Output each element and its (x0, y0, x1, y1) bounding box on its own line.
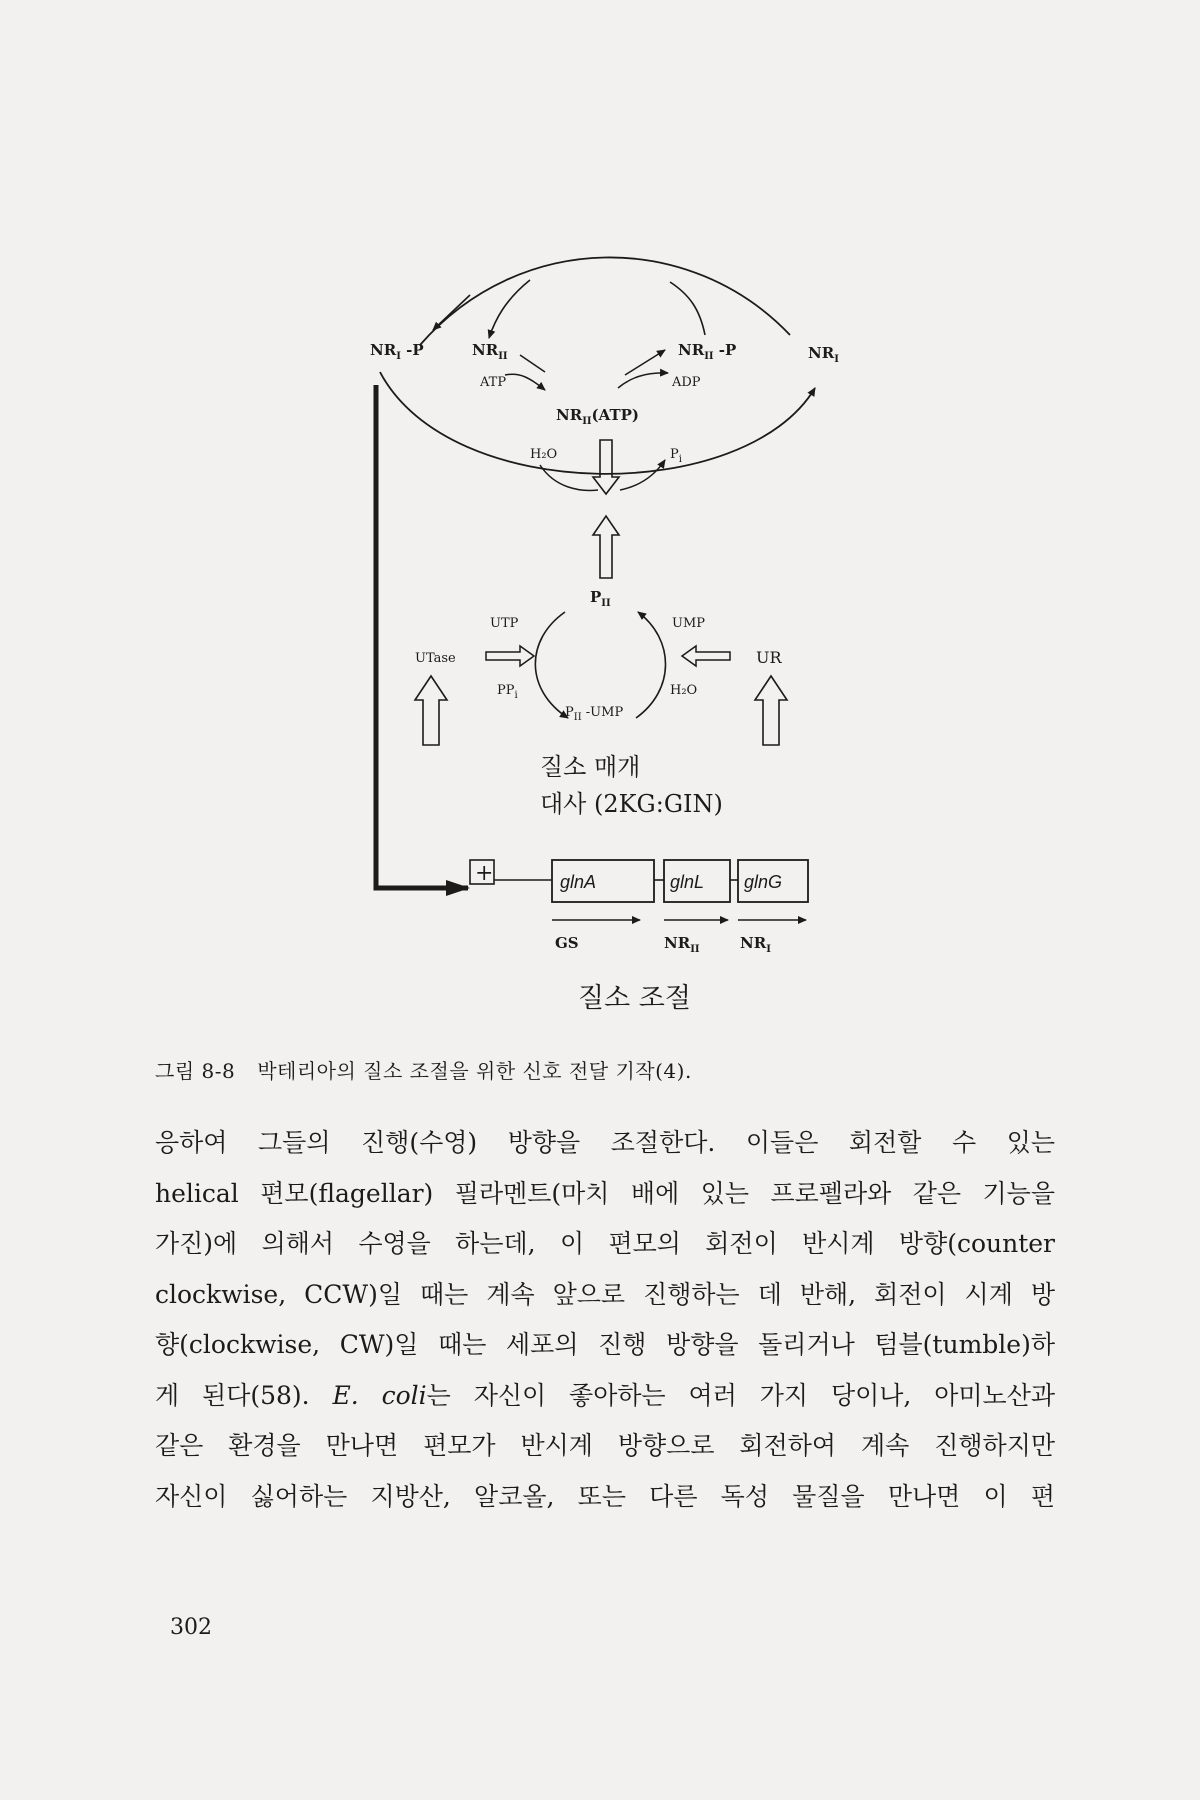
body-line: clockwise, CCW)일 때는 계속 앞으로 진행하는 데 반해, 회전이 시계 방 (155, 1279, 1055, 1309)
gene-glnG: glnG (744, 872, 783, 892)
label-pii: $P_{II}$ (590, 588, 611, 609)
arc-arrow-to-nr1p (433, 295, 470, 330)
label-nr1p: $NR_I$ -P (370, 341, 424, 362)
arc-from-nr2p (670, 282, 705, 335)
label-ppi: $PP_i$ (497, 683, 518, 701)
label-pii-ump: $P_{II}$ -UMP (565, 705, 624, 723)
label-atp: ATP (480, 375, 507, 390)
h2o-curve (540, 465, 598, 490)
label-h2o-top: H₂O (530, 447, 558, 462)
label-product-nr1: $NR_I$ (740, 934, 771, 955)
pi-curve (620, 460, 665, 490)
plus-sign: + (475, 861, 494, 886)
metabolite-line1: 질소 매개 (540, 753, 641, 781)
right-cycle-bracket (636, 612, 666, 718)
body-line: 같은 환경을 만나면 편모가 반시계 방향으로 회전하여 계속 진행하지만 (155, 1431, 1055, 1460)
to-nr2p-arrow (625, 350, 665, 375)
body-line: 가진)에 의해서 수영을 하는데, 이 편모의 회전이 반시계 방향(counter (155, 1229, 1055, 1258)
figure-number: 그림 8-8 (155, 1059, 236, 1083)
label-ump: UMP (672, 616, 706, 631)
body-line-part: 게 된다(58). (155, 1380, 333, 1410)
body-paragraph (155, 1118, 1055, 1522)
body-line (155, 1371, 1055, 1422)
label-nr2: $NR_{II}$ (472, 341, 508, 362)
label-nr2p: $NR_{II}$ -P (678, 341, 737, 362)
label-nr1: $NR_I$ (808, 344, 839, 365)
hollow-arrow-down (593, 440, 619, 494)
body-line: 자신이 싫어하는 지방산, 알코올, 또는 다른 독성 물질을 만나면 이 편 (155, 1481, 1055, 1511)
page-number: 302 (170, 1615, 212, 1640)
ur-hollow-up-arrow (755, 676, 787, 745)
label-gs: GS (555, 934, 579, 952)
figure-caption-text: 박테리아의 질소 조절을 위한 신호 전달 기작(4). (257, 1059, 692, 1083)
body-line: 향(clockwise, CW)일 때는 세포의 진행 방향을 돌리거나 텀블(tumble)하 (155, 1330, 1055, 1359)
gene-glnL: glnL (670, 872, 705, 892)
gene-glnA: glnA (560, 872, 597, 892)
label-ur: UR (756, 648, 782, 667)
body-line: 응하여 그들의 진행(수영) 방향을 조절한다. 이들은 회전할 수 있는 (155, 1128, 1055, 1157)
label-utp: UTP (490, 616, 519, 631)
nr1p-activation-line (376, 385, 468, 888)
figure-bottom-title: 질소 조절 (578, 983, 691, 1014)
metabolite-line2: 대사 (2KG:GIN) (540, 790, 723, 818)
species-name: E. coli (332, 1380, 427, 1410)
label-pi-top: $P_i$ (670, 447, 682, 465)
atp-arrow (505, 374, 545, 390)
label-h2o-mid: H₂O (670, 683, 698, 698)
label-product-nr2: $NR_{II}$ (664, 934, 700, 955)
utase-hollow-up-arrow (415, 676, 447, 745)
utase-arrow (486, 646, 534, 666)
upper-cycle-arc (420, 257, 790, 345)
label-utase: UTase (415, 651, 456, 666)
label-nr2atp: $NR_{II}(ATP)$ (556, 406, 640, 427)
body-line-part: 는 자신이 좋아하는 여러 가지 당이나, 아미노산과 (426, 1380, 1055, 1410)
hollow-arrow-up (593, 516, 619, 578)
body-line: helical 편모(flagellar) 필라멘트(마치 배에 있는 프로펠라와 같은 기능을 (155, 1178, 1055, 1208)
left-cycle-bracket (535, 612, 568, 718)
figure-caption (155, 1055, 1055, 1084)
nr2-arrow (520, 355, 545, 372)
ur-arrow (682, 646, 730, 666)
label-adp: ADP (672, 375, 701, 390)
arc-arrow-to-nr2 (489, 280, 530, 338)
